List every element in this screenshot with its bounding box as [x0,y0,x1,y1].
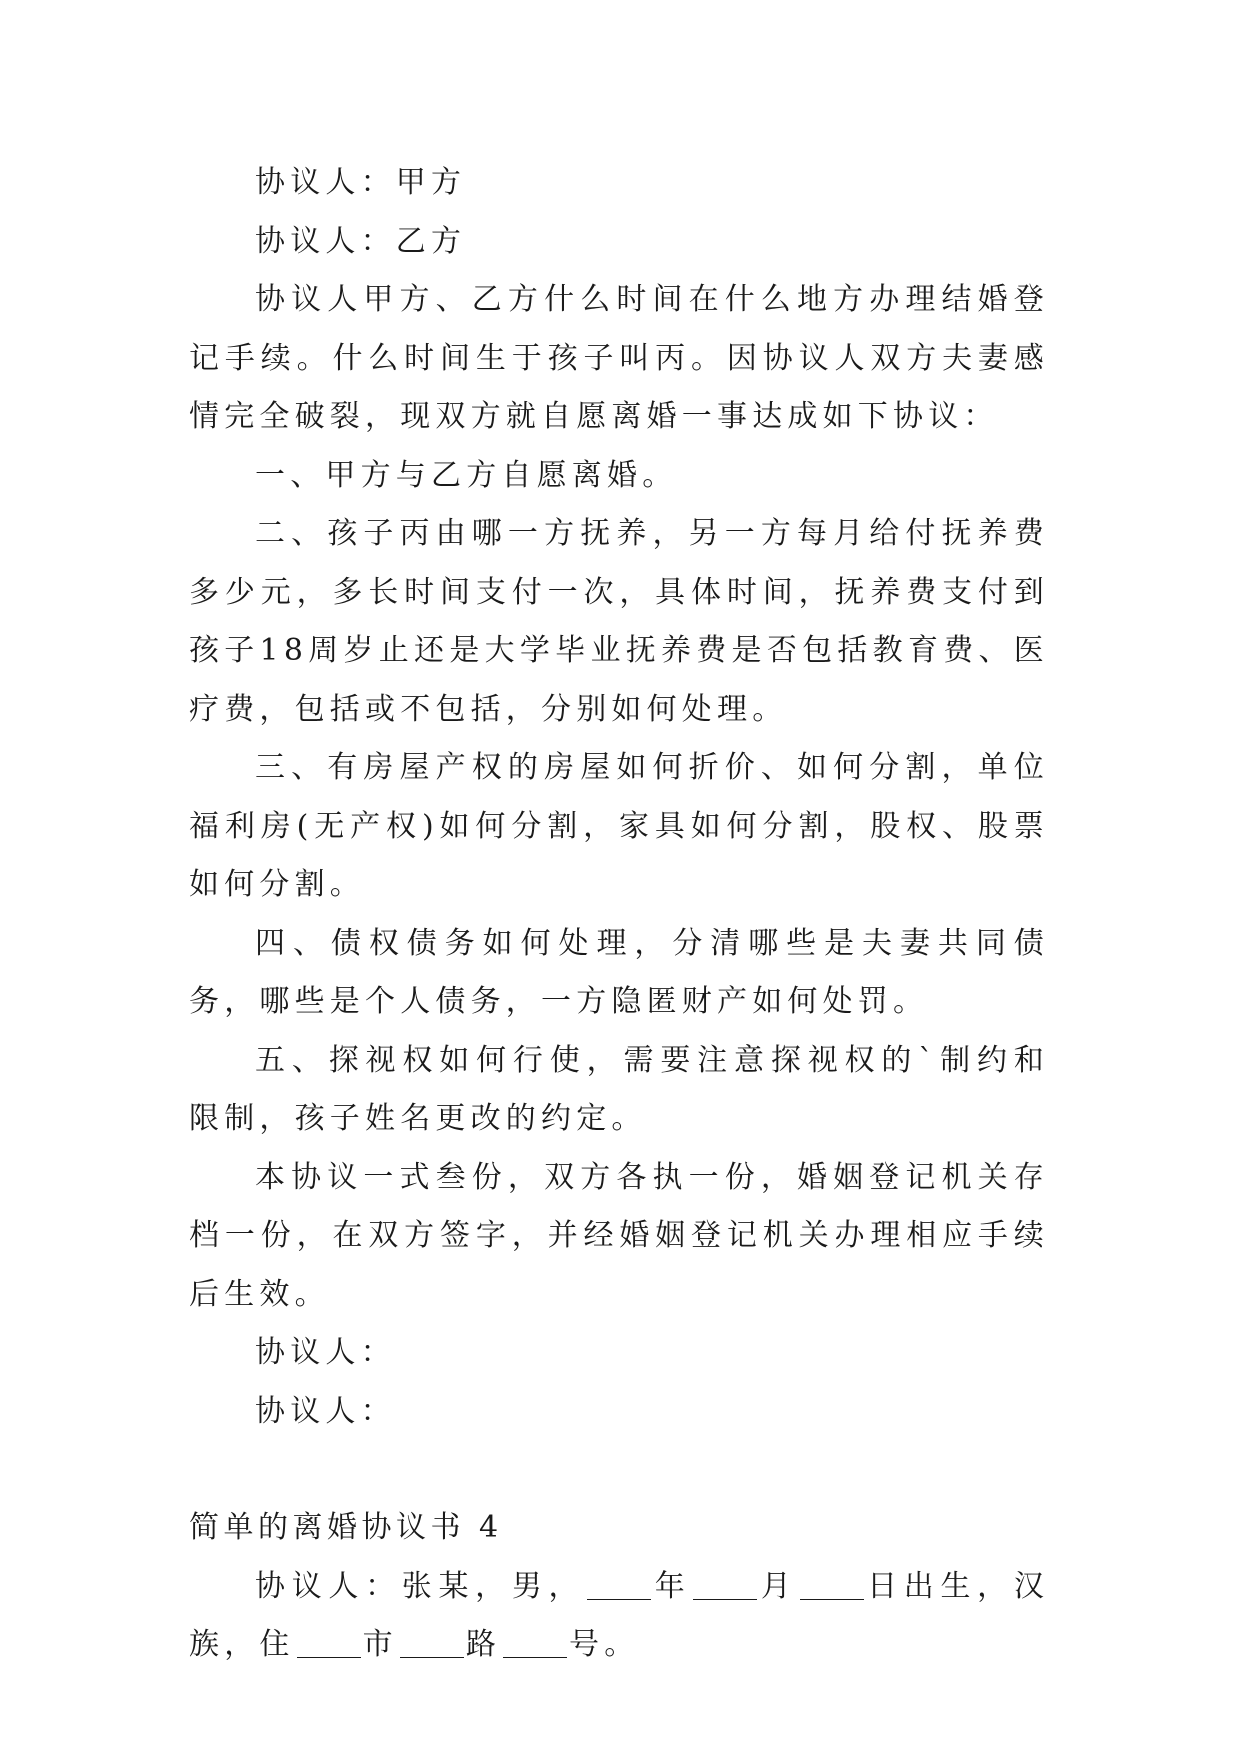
year-blank [587,1598,651,1600]
live-label: 住 [259,1627,295,1662]
day-blank [800,1598,864,1600]
city-label: 市 [362,1627,398,1662]
clause-4: 四、债权债务如何处理，分清哪些是夫妻共同债务，哪些是个人债务，一方隐匿财产如何处罚。 [189,925,1049,1019]
intro-paragraph: 协议人甲方、乙方什么时间在什么地方办理结婚登记手续。什么时间生于孩子叫丙。因协议人双方夫妻感情完全破裂，现双方就自愿离婚一事达成如下协议： [189,282,1049,434]
month-blank [693,1598,757,1600]
clause-2: 二、孩子丙由哪一方抚养，另一方每月给付抚养费多少元，多长时间支付一次，具体时间，抚养费支付到孩子18周岁止还是大学毕业抚养费是否包括教育费、医疗费，包括或不包括，分别如何处理。 [189,516,1049,727]
document-body [189,154,1049,1675]
party-a-line: 协议人：甲方 [255,165,467,200]
signature-line-2: 协议人： [255,1393,396,1429]
road-blank [400,1656,464,1658]
day-birth-text: 日出生，汉族， [189,1568,1050,1662]
clause-1: 一、甲方与乙方自愿离婚。 [255,457,678,493]
number-blank [503,1656,567,1658]
road-label: 路 [465,1627,502,1662]
closing-paragraph: 本协议一式叁份，双方各执一份，婚姻登记机关存档一份，在双方签字，并经婚姻登记机关办理相应手续后生效。 [189,1159,1049,1312]
party-intro-text: 协议人：张某，男， [255,1568,586,1604]
clause-5: 五、探视权如何行使，需要注意探视权的`制约和限制，孩子姓名更改的约定。 [189,1042,1049,1136]
number-label: 号。 [569,1627,640,1662]
party-b-line: 协议人：乙方 [255,223,467,259]
section-party-paragraph [189,1558,1049,1675]
clause-3: 三、有房屋产权的房屋如何折价、如何分割，单位福利房(无产权)如何分割，家具如何分割，股权、股票如何分割。 [189,750,1049,902]
city-blank [297,1656,361,1658]
month-label: 月 [759,1568,798,1604]
signature-line-1: 协议人： [255,1335,396,1370]
section-title: 简单的离婚协议书 4 [189,1510,503,1545]
year-label: 年 [653,1568,692,1604]
